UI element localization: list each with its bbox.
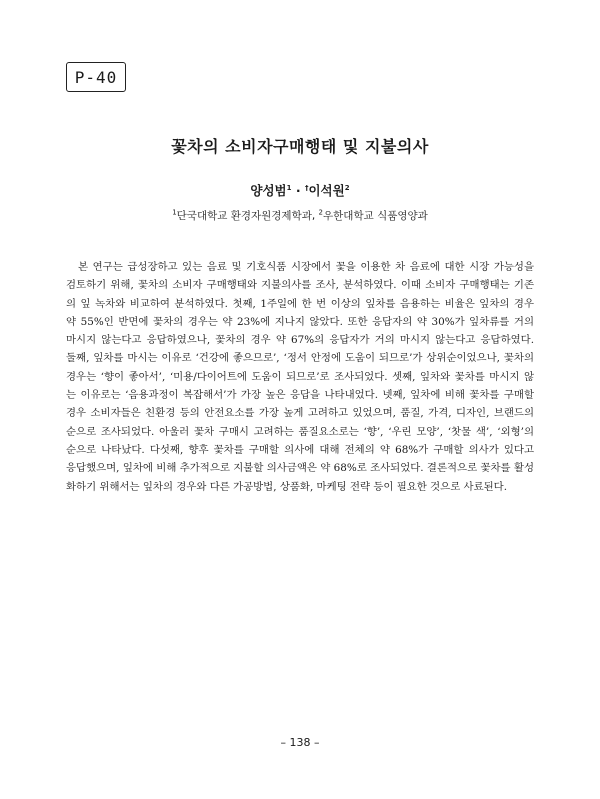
- author-affiliation-marker: 1: [286, 183, 292, 192]
- abstract-line: 는 이유로는 ‘음용과정이 복잡해서’가 가장 높은 응답을 나타내었다. 넷째, 잎차에 비해 꽃차를 구매할: [66, 389, 534, 402]
- abstract-line: 순으로 나타났다. 다섯째, 향후 꽃차를 구매할 의사에 대해 전체의 약 68%가 구매할 의사가 있다고: [66, 443, 534, 456]
- abstract-line: 응답했으며, 잎차에 비해 추가적으로 지불할 의사금액은 약 68%로 조사되었다. 결론적으로 꽃차를 활성: [66, 462, 534, 475]
- abstract-line: 화하기 위해서는 잎차의 경우와 다른 가공방법, 상품화, 마케팅 전략 등이 필요한 것으로 사료된다.: [66, 480, 507, 493]
- abstract-line: 약 55%인 반면에 꽃차의 경우는 약 23%에 지나지 않았다. 또한 응답자의 약 30%가 잎차류를 거의: [66, 315, 534, 328]
- abstract-line: 순으로 조사되었다. 아울러 꽃차 구매시 고려하는 품질요소로는 ‘향’, ‘우린 모양’, ‘찻물 색’, ‘외형’의: [66, 425, 534, 438]
- abstract-line: 의 잎 녹차와 비교하여 분석하였다. 첫째, 1주일에 한 번 이상의 잎차를 음용하는 비율은 잎차의 경우: [66, 297, 534, 310]
- corresponding-author-marker: †: [304, 183, 309, 192]
- affiliation-text: 우한대학교 식품영양과: [323, 210, 428, 222]
- author-line: [0, 181, 600, 199]
- abstract-body: [66, 258, 534, 496]
- abstract-line: 본 연구는 급성장하고 있는 음료 및 기호식품 시장에서 꽃을 이용한 차 음료에 대한 시장 가능성을: [78, 261, 534, 273]
- author-name: 이석원: [308, 183, 345, 198]
- affiliation-text: 단국대학교 환경자원경제학과,: [176, 210, 316, 222]
- author-affiliation-marker: 2: [344, 183, 350, 192]
- affiliation-marker: 2: [318, 208, 324, 217]
- abstract-line: 경우 소비자들은 친환경 등의 안전요소를 가장 높게 고려하고 있었으며, 품질, 가격, 디자인, 브랜드의: [66, 407, 534, 420]
- abstract-line: 검토하기 위해, 꽃차의 소비자 구매행태와 지불의사를 조사, 분석하였다. 이때 소비자 구매행태는 기존: [66, 279, 534, 292]
- abstract-line: 둘째, 잎차를 마시는 이유로 ‘건강에 좋으므로’, ‘정서 안정에 도움이 되므로’가 상위순이었으나, 꽃차의: [66, 352, 534, 365]
- abstract-line: 경우는 ‘향이 좋아서’, ‘미용/다이어트에 도움이 되므로’로 조사되었다. 셋째, 잎차와 꽃차를 마시지 않: [66, 370, 534, 383]
- author-separator: ·: [291, 183, 305, 198]
- author-name: 양성범: [250, 183, 287, 198]
- affiliation-marker: 1: [172, 208, 177, 217]
- poster-number-label: P-40: [66, 62, 126, 92]
- paper-title: 꽃차의 소비자구매행태 및 지불의사: [171, 137, 429, 156]
- abstract-line: 마시지 않는다고 응답하였으나, 꽃차의 경우 약 67%의 응답자가 거의 마시지 않는다고 응답하였다.: [66, 334, 534, 347]
- affiliation-line: [0, 208, 600, 223]
- page-number: – 138 –: [280, 736, 320, 749]
